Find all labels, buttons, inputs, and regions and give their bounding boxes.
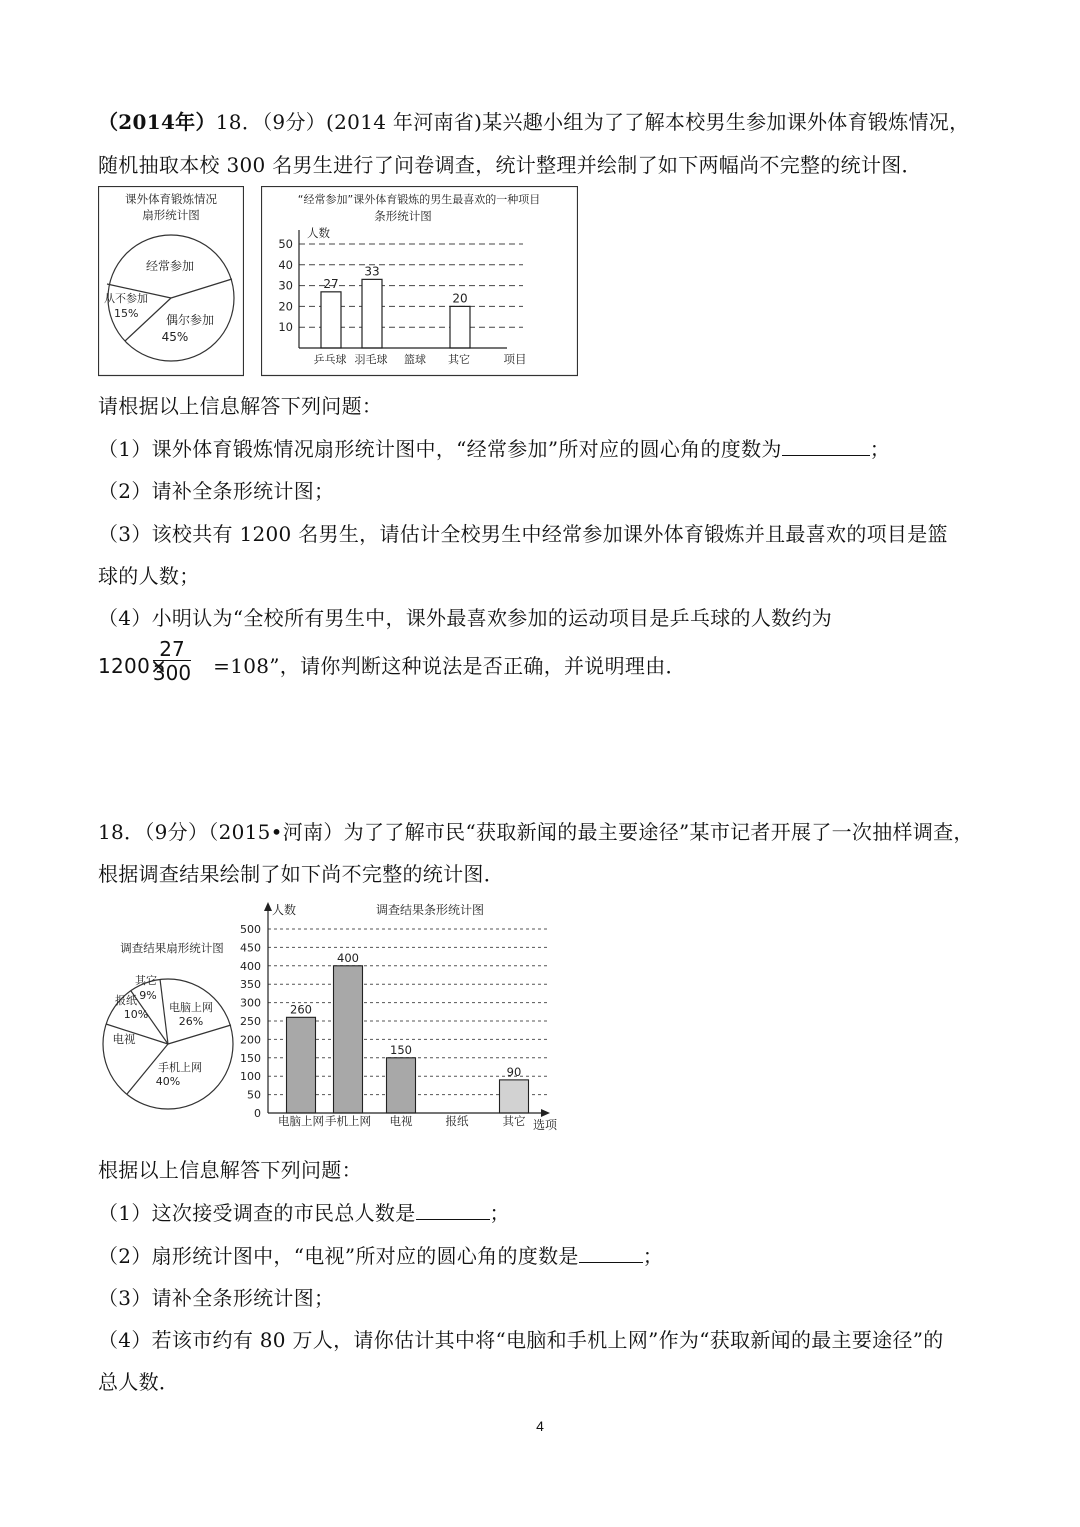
q2-bar-value-label: 150 — [390, 1042, 412, 1057]
q1-fraction — [152, 638, 192, 685]
q2-pie-chart — [98, 935, 238, 1113]
q1-bar-value-label: 20 — [452, 291, 468, 306]
q2-slice-tv-label: 电视 — [112, 1032, 136, 1046]
q1-xtick-label: 羽毛球 — [354, 353, 388, 366]
q1-ytick-label: 20 — [278, 299, 293, 314]
q1-sub4-lead: 1200× — [98, 654, 168, 678]
q1-sub1-text: （1）课外体育锻炼情况扇形统计图中，“经常参加”所对应的圆心角的度数为 — [98, 437, 782, 461]
q2-sub4b: 总人数． — [98, 1370, 180, 1394]
q1-ytick-label: 10 — [278, 320, 293, 335]
q2-slice-paper-pct: 10% — [123, 1008, 149, 1021]
q2-ytick-label: 500 — [240, 923, 261, 936]
q2-xtick-label: 其它 — [502, 1114, 526, 1128]
q2-sub1-answer-blank[interactable] — [416, 1201, 490, 1220]
q1-bar-chart — [261, 186, 578, 377]
q1-xtick-label: 其它 — [448, 353, 470, 366]
q2-xtick-label: 手机上网 — [325, 1114, 371, 1128]
page-number: 4 — [536, 1418, 544, 1434]
q2-line1: 18．（9分）（2015•河南）为了了解市民“获取新闻的最主要途径”某市记者开展了一次抽样调查， — [98, 820, 974, 844]
q2-slice-pc-pct: 26% — [178, 1015, 204, 1028]
q1-y-axis-label: 人数 — [307, 226, 330, 240]
q2-pie-figure — [98, 935, 238, 1117]
q2-slice-mobile-pct: 40% — [155, 1075, 181, 1088]
q2-bar-value-label: 90 — [506, 1064, 522, 1079]
q2-y-axis-arrow — [264, 902, 272, 911]
q1-xtick-label: 乒乓球 — [313, 353, 347, 366]
q1-sub3b: 球的人数； — [98, 564, 200, 588]
q1-sub4a: （4）小明认为“全校所有男生中，课外最喜欢参加的运动项目是乒乓球的人数约为 — [98, 606, 833, 630]
q2-bar-手机上网 — [334, 966, 363, 1113]
q2-bar-value-label: 400 — [337, 950, 359, 965]
q1-sub3a: （3）该校共有 1200 名男生，请估计全校男生中经常参加课外体育锻炼并且最喜欢的项目是篮 — [98, 522, 948, 546]
q1-bar-乒乓球 — [321, 292, 341, 348]
q2-sub1-text: （1）这次接受调查的市民总人数是 — [98, 1201, 416, 1225]
q1-ytick-label: 30 — [278, 278, 293, 293]
q1-prompt: 请根据以上信息解答下列问题： — [98, 394, 383, 418]
q1-bar-figure — [261, 186, 578, 381]
q1-bar-羽毛球 — [362, 279, 382, 348]
q1-ytick-label: 50 — [278, 237, 293, 251]
q1-header — [98, 106, 969, 135]
q2-bar-title: 调查结果条形统计图 — [375, 903, 485, 917]
q2-x-axis-label: 选项 — [532, 1118, 558, 1132]
q1-sub4-tail: =108”，请你判断这种说法是否正确，并说明理由． — [213, 654, 686, 678]
q2-bar-其它 — [500, 1080, 529, 1113]
q2-xtick-label: 电脑上网 — [278, 1114, 324, 1128]
q2-ytick-label: 450 — [240, 941, 261, 955]
q2-sub2 — [98, 1240, 663, 1269]
q2-line2: 根据调查结果绘制了如下尚不完整的统计图． — [98, 862, 504, 886]
q1-xtick-label: 篮球 — [404, 353, 426, 366]
q2-ytick-label: 150 — [240, 1051, 261, 1065]
q2-sub2-text: （2）扇形统计图中，“电视”所对应的圆心角的度数是 — [98, 1244, 579, 1268]
q1-slice-never-label: 从不参加 — [104, 292, 148, 305]
q2-slice-mobile-label: 手机上网 — [158, 1061, 202, 1074]
q1-sub1-answer-blank[interactable] — [782, 437, 870, 456]
q2-ytick-label: 0 — [254, 1107, 261, 1120]
q1-header-text: 18．（9分）(2014 年河南省)某兴趣小组为了了解本校男生参加课外体育锻炼情况， — [215, 110, 970, 134]
q1-sub2: （2）请补全条形统计图； — [98, 479, 335, 503]
q2-bar-电脑上网 — [287, 1017, 316, 1113]
q2-slice-other-pct: 9% — [139, 989, 157, 1002]
q1-sub1 — [98, 433, 890, 462]
q1-sub1-end: ； — [869, 437, 890, 461]
q1-pie-title1: 课外体育锻炼情况 — [125, 192, 217, 206]
q1-x-axis-label: 项目 — [503, 352, 527, 366]
q2-ytick-label: 250 — [240, 1015, 261, 1028]
q1-pie-figure — [98, 186, 244, 381]
q2-sub2-answer-blank[interactable] — [579, 1244, 643, 1263]
q1-slice-often-label: 经常参加 — [145, 259, 195, 273]
q1-slice-never-pct: 15% — [114, 307, 139, 320]
q2-pie-title: 调查结果扇形统计图 — [120, 941, 224, 955]
q2-ytick-label: 200 — [240, 1033, 261, 1047]
q2-slice-other-label: 其它 — [135, 974, 157, 987]
q2-xtick-label: 电视 — [389, 1114, 413, 1128]
q1-bar-其它 — [450, 306, 470, 348]
q1-bar-title1: “经常参加”课外体育锻炼的男生最喜欢的一种项目 — [297, 193, 541, 206]
q2-ytick-label: 400 — [240, 959, 261, 973]
q1-fraction-numerator: 27 — [159, 637, 185, 661]
q2-sub1 — [98, 1197, 510, 1226]
q1-year-tag: （2014年） — [98, 110, 216, 134]
q2-sub3: （3）请补全条形统计图； — [98, 1286, 335, 1310]
q1-line2: 随机抽取本校 300 名男生进行了问卷调查，统计整理并绘制了如下两幅尚不完整的统计图． — [98, 153, 922, 177]
q2-y-axis-label: 人数 — [272, 903, 297, 917]
q1-fraction-denominator: 300 — [152, 661, 192, 685]
q2-ytick-label: 300 — [240, 996, 261, 1010]
q2-xtick-label: 报纸 — [445, 1114, 469, 1128]
q1-slice-sometimes-pct: 45% — [161, 330, 189, 344]
q1-slice-sometimes-label: 偶尔参加 — [165, 313, 215, 327]
q1-bar-value-label: 27 — [323, 276, 339, 291]
q2-bar-value-label: 260 — [290, 1002, 312, 1017]
q2-sub4a: （4）若该市约有 80 万人，请你估计其中将“电脑和手机上网”作为“获取新闻的最主要途径”的 — [98, 1328, 944, 1352]
q2-bar-chart — [230, 898, 570, 1138]
q2-slice-pc-label: 电脑上网 — [169, 1001, 213, 1014]
q2-prompt: 根据以上信息解答下列问题： — [98, 1158, 362, 1182]
q1-bar-value-label: 33 — [364, 264, 380, 279]
q2-slice-paper-label: 报纸 — [115, 994, 137, 1007]
q2-x-axis-arrow — [541, 1109, 550, 1117]
q2-ytick-label: 350 — [240, 978, 261, 992]
q1-bar-title2: 条形统计图 — [374, 209, 432, 223]
q2-ytick-label: 50 — [247, 1088, 261, 1102]
q2-bar-figure — [230, 898, 570, 1142]
q1-pie-chart — [98, 186, 244, 377]
q2-bar-电视 — [387, 1058, 416, 1113]
q1-pie-title2: 扇形统计图 — [142, 208, 200, 222]
q1-ytick-label: 40 — [278, 257, 293, 272]
q2-ytick-label: 100 — [240, 1070, 261, 1084]
q2-sub2-end: ； — [642, 1244, 663, 1268]
q2-sub1-end: ； — [489, 1201, 510, 1225]
